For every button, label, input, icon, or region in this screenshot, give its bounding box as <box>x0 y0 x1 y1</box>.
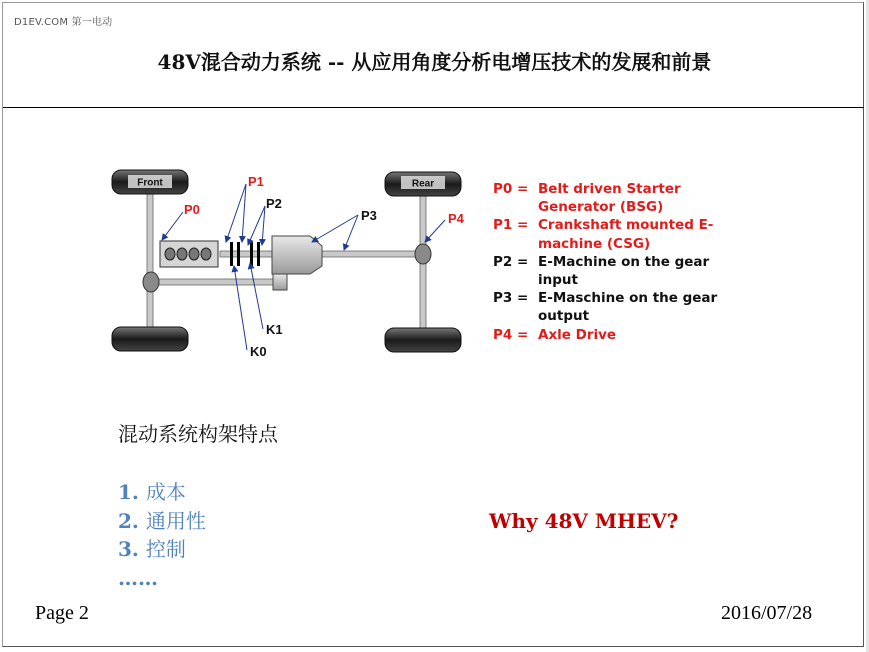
architecture-legend <box>493 180 718 344</box>
item-text: 成本 <box>145 480 186 504</box>
item-text: 通用性 <box>145 508 206 533</box>
rear-right-wheel <box>385 328 461 352</box>
legend-row-p0 <box>493 180 718 216</box>
rear-label: Rear <box>411 178 435 190</box>
slide-date: 2016/07/28 <box>721 602 813 624</box>
legend-text: Belt driven Starter Generator (BSG) <box>538 181 681 216</box>
why-48v-heading: Why 48V MHEV? <box>489 509 679 533</box>
callout-p3: P3 <box>361 208 377 223</box>
list-ellipsis: …… <box>118 565 158 590</box>
slide-title: 48V混合动力系统 -- 从应用角度分析电增压技术的发展和前景 <box>157 50 712 74</box>
legend-key: P4 = <box>493 326 529 343</box>
legend-text: Axle Drive <box>538 326 617 343</box>
item-number: 1. <box>118 480 139 504</box>
page-number: Page 2 <box>35 602 89 624</box>
legend-key: P1 = <box>493 217 529 234</box>
callout-k1: K1 <box>266 322 283 337</box>
title-divider <box>3 107 864 108</box>
gearbox <box>272 236 322 290</box>
callout-p1: P1 <box>248 174 264 189</box>
legend-row-p3 <box>493 289 718 325</box>
item-text: 控制 <box>145 537 186 561</box>
callout-k0: K0 <box>250 344 267 359</box>
engine-block <box>160 241 218 267</box>
legend-text: E-Machine on the gear input <box>538 253 710 289</box>
front-label: Front <box>137 177 163 189</box>
list-item <box>118 535 206 564</box>
features-heading: 混动系统构架特点 <box>118 422 278 446</box>
list-item <box>118 507 206 536</box>
legend-text: Crankshaft mounted E-machine (CSG) <box>538 217 714 252</box>
item-number: 3. <box>118 537 139 561</box>
callout-p0: P0 <box>184 202 200 217</box>
legend-key: P2 = <box>493 253 529 270</box>
legend-row-p2 <box>493 253 718 289</box>
callout-p2: P2 <box>266 196 282 211</box>
front-differential <box>143 272 159 292</box>
legend-row-p4 <box>493 326 718 344</box>
features-list <box>118 478 206 592</box>
legend-text: E-Maschine on the gear output <box>538 290 718 325</box>
rear-differential <box>415 244 431 264</box>
item-number: 2. <box>118 508 139 533</box>
legend-key: P3 = <box>493 290 529 307</box>
watermark: D1EV.COM 第一电动 <box>14 17 113 28</box>
legend-key: P0 = <box>493 181 529 197</box>
hybrid-architecture-diagram <box>100 162 480 362</box>
legend-row-p1 <box>493 216 718 252</box>
list-item <box>118 478 206 507</box>
front-right-wheel <box>112 327 188 351</box>
callout-p4: P4 <box>448 211 464 226</box>
